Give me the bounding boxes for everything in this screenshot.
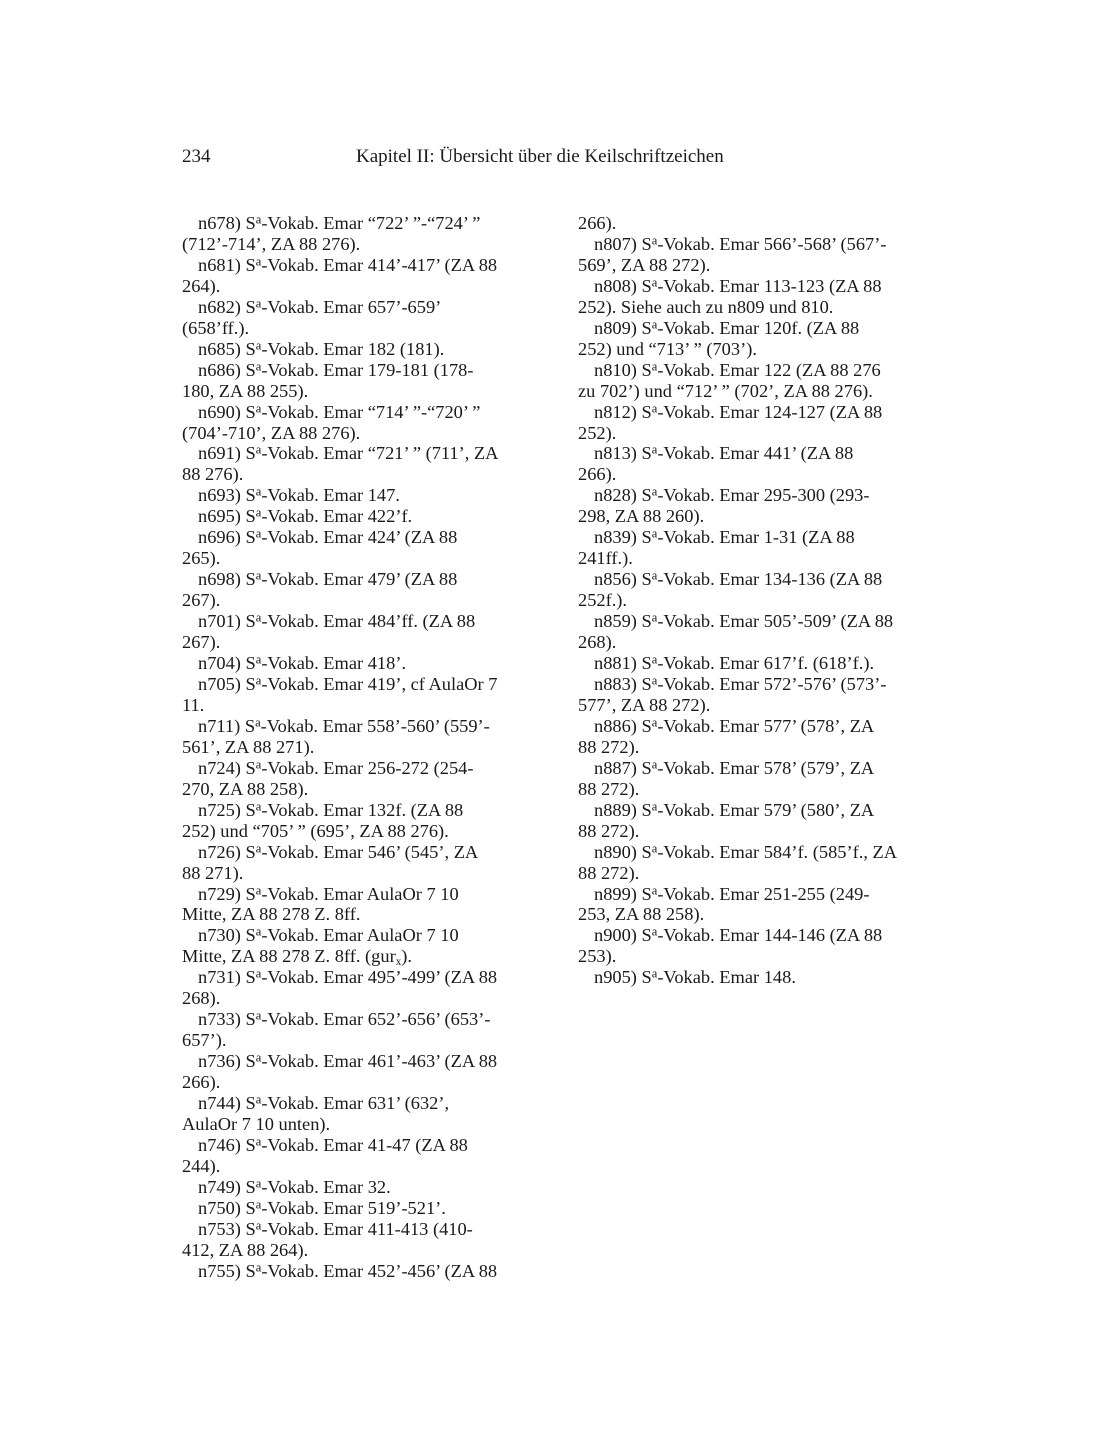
note-line: 265). bbox=[182, 548, 221, 569]
note-entry-n696 bbox=[182, 527, 527, 569]
note-line: 252) und “713’ ” (703’). bbox=[578, 338, 757, 359]
note-entry-n755 bbox=[182, 1261, 527, 1282]
note-line: n690) $S^a$-Vokab. Emar “714’ ”-“720’ ” bbox=[198, 400, 481, 422]
note-line: 252). bbox=[578, 422, 617, 443]
note-line: 268). bbox=[182, 988, 221, 1009]
note-line: 569’, ZA 88 272). bbox=[578, 254, 711, 275]
note-line: n883) $S^a$-Vokab. Emar 572’-576’ (573’- bbox=[594, 673, 887, 694]
note-line: 266). bbox=[578, 464, 617, 485]
note-line: (712’-714’, ZA 88 276). bbox=[182, 233, 361, 254]
note-line: n886) $S^a$-Vokab. Emar 577’ (578’, ZA bbox=[594, 715, 875, 736]
note-line: n812) $S^a$-Vokab. Emar 124-127 (ZA 88 bbox=[594, 400, 883, 422]
note-entry-n681 bbox=[182, 255, 527, 297]
note-line: 88 272). bbox=[578, 778, 640, 799]
note-entry-n812 bbox=[578, 402, 923, 444]
note-line: n704) $S^a$-Vokab. Emar 418’. bbox=[198, 652, 407, 674]
note-entry-n881 bbox=[578, 653, 923, 674]
note-line: zu 702’) und “712’ ” (702’, ZA 88 276). bbox=[578, 380, 873, 401]
note-entry-n808 bbox=[578, 276, 923, 318]
note-line: n731) $S^a$-Vokab. Emar 495’-499’ (ZA 88 bbox=[198, 966, 498, 988]
note-line: n881) $S^a$-Vokab. Emar 617’f. (618’f.). bbox=[594, 652, 875, 674]
note-entry-n736 bbox=[182, 1051, 527, 1093]
note-line: 657’). bbox=[182, 1030, 227, 1051]
note-line: n705) $S^a$-Vokab. Emar 419’, cf AulaOr 7 bbox=[198, 673, 498, 694]
page-header bbox=[182, 146, 922, 176]
note-line: n856) $S^a$-Vokab. Emar 134-136 (ZA 88 bbox=[594, 568, 883, 590]
page-number: 234 bbox=[182, 146, 211, 167]
note-line: 244). bbox=[182, 1155, 221, 1176]
note-entry-n678 bbox=[182, 213, 527, 255]
notes-column-left bbox=[182, 213, 527, 1282]
note-line: n695) $S^a$-Vokab. Emar 422’f. bbox=[198, 505, 413, 527]
note-line: 412, ZA 88 264). bbox=[182, 1239, 309, 1260]
note-line: 561’, ZA 88 271). bbox=[182, 736, 315, 757]
note-line: n746) $S^a$-Vokab. Emar 41-47 (ZA 88 bbox=[198, 1134, 468, 1155]
note-line: 11. bbox=[182, 694, 205, 715]
note-line: n729) $S^a$-Vokab. Emar AulaOr 7 10 bbox=[198, 882, 459, 904]
note-entry-n729 bbox=[182, 884, 527, 926]
note-entry-n828 bbox=[578, 485, 923, 527]
note-line: 298, ZA 88 260). bbox=[578, 506, 705, 527]
note-line: 88 272). bbox=[578, 736, 640, 757]
note-line: n809) $S^a$-Vokab. Emar 120f. (ZA 88 bbox=[594, 317, 860, 338]
note-line: 88 272). bbox=[578, 820, 640, 841]
note-entry-n693 bbox=[182, 485, 527, 506]
note-entry-n730 bbox=[182, 925, 527, 967]
note-line: 252). Siehe auch zu n809 und 810. bbox=[578, 296, 834, 317]
note-entry-n749 bbox=[182, 1177, 527, 1198]
note-entry-n726 bbox=[182, 842, 527, 884]
note-line: 88 271). bbox=[182, 862, 244, 883]
note-entry-n705 bbox=[182, 674, 527, 716]
note-line: n733) $S^a$-Vokab. Emar 652’-656’ (653’- bbox=[198, 1008, 491, 1030]
note-line: n693) $S^a$-Vokab. Emar 147. bbox=[198, 484, 400, 506]
note-entry-n807 bbox=[578, 234, 923, 276]
note-line: n696) $S^a$-Vokab. Emar 424’ (ZA 88 bbox=[198, 526, 458, 548]
note-line: 268). bbox=[578, 632, 617, 653]
note-entry-n711 bbox=[182, 716, 527, 758]
note-line: 253). bbox=[578, 946, 617, 967]
note-line: (704’-710’, ZA 88 276). bbox=[182, 422, 361, 443]
note-entry-n701 bbox=[182, 611, 527, 653]
note-line: n839) $S^a$-Vokab. Emar 1-31 (ZA 88 bbox=[594, 526, 855, 548]
note-line: n744) $S^a$-Vokab. Emar 631’ (632’, bbox=[198, 1092, 450, 1114]
note-entry-n890 bbox=[578, 842, 923, 884]
note-entry-n686 bbox=[182, 360, 527, 402]
note-line: n750) $S^a$-Vokab. Emar 519’-521’. bbox=[198, 1197, 446, 1218]
note-line: Mitte, ZA 88 278 Z. 8ff. (gur$_x$). bbox=[182, 946, 412, 969]
note-line: 88 276). bbox=[182, 464, 244, 485]
note-line: n681) $S^a$-Vokab. Emar 414’-417’ (ZA 88 bbox=[198, 254, 498, 275]
note-entry-n750 bbox=[182, 1198, 527, 1219]
note-entry-n810 bbox=[578, 360, 923, 402]
note-entry-n899 bbox=[578, 884, 923, 926]
note-line: n711) $S^a$-Vokab. Emar 558’-560’ (559’- bbox=[198, 715, 490, 736]
note-entry-n886 bbox=[578, 716, 923, 758]
note-continuation: 266). bbox=[578, 213, 617, 233]
note-entry-n887 bbox=[578, 758, 923, 800]
note-entry-n691 bbox=[182, 443, 527, 485]
note-entry-n856 bbox=[578, 569, 923, 611]
note-line: n726) $S^a$-Vokab. Emar 546’ (545’, ZA bbox=[198, 840, 479, 862]
note-line: n682) $S^a$-Vokab. Emar 657’-659’ bbox=[198, 296, 442, 317]
running-title: Kapitel II: Übersicht über die Keilschriftzeichen bbox=[356, 146, 724, 167]
note-line: n678) $S^a$-Vokab. Emar “722’ ”-“724’ ” bbox=[198, 212, 481, 233]
note-line: n859) $S^a$-Vokab. Emar 505’-509’ (ZA 88 bbox=[594, 610, 894, 632]
note-entry-n725 bbox=[182, 800, 527, 842]
note-line: n725) $S^a$-Vokab. Emar 132f. (ZA 88 bbox=[198, 799, 464, 820]
note-entry-n695 bbox=[182, 506, 527, 527]
note-line: AulaOr 7 10 unten). bbox=[182, 1113, 331, 1134]
note-entry-n731 bbox=[182, 967, 527, 1009]
note-entry-n883 bbox=[578, 674, 923, 716]
note-line: n828) $S^a$-Vokab. Emar 295-300 (293- bbox=[594, 484, 870, 506]
note-line: Mitte, ZA 88 278 Z. 8ff. bbox=[182, 904, 361, 925]
note-line: n724) $S^a$-Vokab. Emar 256-272 (254- bbox=[198, 757, 474, 778]
note-entry-n698 bbox=[182, 569, 527, 611]
note-line: n807) $S^a$-Vokab. Emar 566’-568’ (567’- bbox=[594, 233, 887, 254]
note-line: n736) $S^a$-Vokab. Emar 461’-463’ (ZA 88 bbox=[198, 1050, 498, 1072]
note-line: 267). bbox=[182, 632, 221, 653]
note-line: 264). bbox=[182, 275, 221, 296]
note-entry-n859 bbox=[578, 611, 923, 653]
note-entry-n690 bbox=[182, 402, 527, 444]
note-entry-n685 bbox=[182, 339, 527, 360]
note-line: 253, ZA 88 258). bbox=[578, 904, 705, 925]
note-entry-n900 bbox=[578, 925, 923, 967]
note-entry-n839 bbox=[578, 527, 923, 569]
note-line: 88 272). bbox=[578, 862, 640, 883]
note-line: 266). bbox=[182, 1072, 221, 1093]
note-line: n889) $S^a$-Vokab. Emar 579’ (580’, ZA bbox=[594, 799, 875, 820]
note-line: 252f.). bbox=[578, 590, 628, 611]
note-line: n900) $S^a$-Vokab. Emar 144-146 (ZA 88 bbox=[594, 924, 883, 946]
note-line: n749) $S^a$-Vokab. Emar 32. bbox=[198, 1176, 391, 1197]
note-line: 267). bbox=[182, 590, 221, 611]
note-line: n899) $S^a$-Vokab. Emar 251-255 (249- bbox=[594, 882, 870, 904]
note-line: n890) $S^a$-Vokab. Emar 584’f. (585’f., ZA bbox=[594, 840, 898, 862]
note-entry-n724 bbox=[182, 758, 527, 800]
note-line: n691) $S^a$-Vokab. Emar “721’ ” (711’, ZA bbox=[198, 442, 499, 464]
note-line: n730) $S^a$-Vokab. Emar AulaOr 7 10 bbox=[198, 924, 459, 946]
note-entry-n905 bbox=[578, 967, 923, 988]
note-line: n698) $S^a$-Vokab. Emar 479’ (ZA 88 bbox=[198, 568, 458, 590]
note-line: n810) $S^a$-Vokab. Emar 122 (ZA 88 276 bbox=[594, 359, 881, 380]
note-line: n701) $S^a$-Vokab. Emar 484’ff. (ZA 88 bbox=[198, 610, 476, 632]
note-line: 241ff.). bbox=[578, 548, 633, 569]
note-line: n905) $S^a$-Vokab. Emar 148. bbox=[594, 966, 796, 988]
note-entry-n744 bbox=[182, 1093, 527, 1135]
note-line: n887) $S^a$-Vokab. Emar 578’ (579’, ZA bbox=[594, 757, 875, 778]
note-line: 180, ZA 88 255). bbox=[182, 380, 309, 401]
note-line: 252) und “705’ ” (695’, ZA 88 276). bbox=[182, 820, 449, 841]
note-line: n755) $S^a$-Vokab. Emar 452’-456’ (ZA 88 bbox=[198, 1260, 498, 1281]
note-entry-n809 bbox=[578, 318, 923, 360]
note-entry-n733 bbox=[182, 1009, 527, 1051]
notes-column-right bbox=[578, 213, 923, 988]
note-line: 270, ZA 88 258). bbox=[182, 778, 309, 799]
note-entry-n746 bbox=[182, 1135, 527, 1177]
note-line: n686) $S^a$-Vokab. Emar 179-181 (178- bbox=[198, 359, 474, 380]
note-line: n808) $S^a$-Vokab. Emar 113-123 (ZA 88 bbox=[594, 275, 882, 296]
note-entry-n682 bbox=[182, 297, 527, 339]
note-line: n753) $S^a$-Vokab. Emar 411-413 (410- bbox=[198, 1218, 473, 1239]
note-entry-n889 bbox=[578, 800, 923, 842]
note-entry-n753 bbox=[182, 1219, 527, 1261]
note-entry-n704 bbox=[182, 653, 527, 674]
note-line: 577’, ZA 88 272). bbox=[578, 694, 711, 715]
note-line: (658’ff.). bbox=[182, 317, 250, 338]
note-line: n813) $S^a$-Vokab. Emar 441’ (ZA 88 bbox=[594, 442, 854, 464]
note-line: n685) $S^a$-Vokab. Emar 182 (181). bbox=[198, 338, 445, 359]
note-entry-n813 bbox=[578, 443, 923, 485]
